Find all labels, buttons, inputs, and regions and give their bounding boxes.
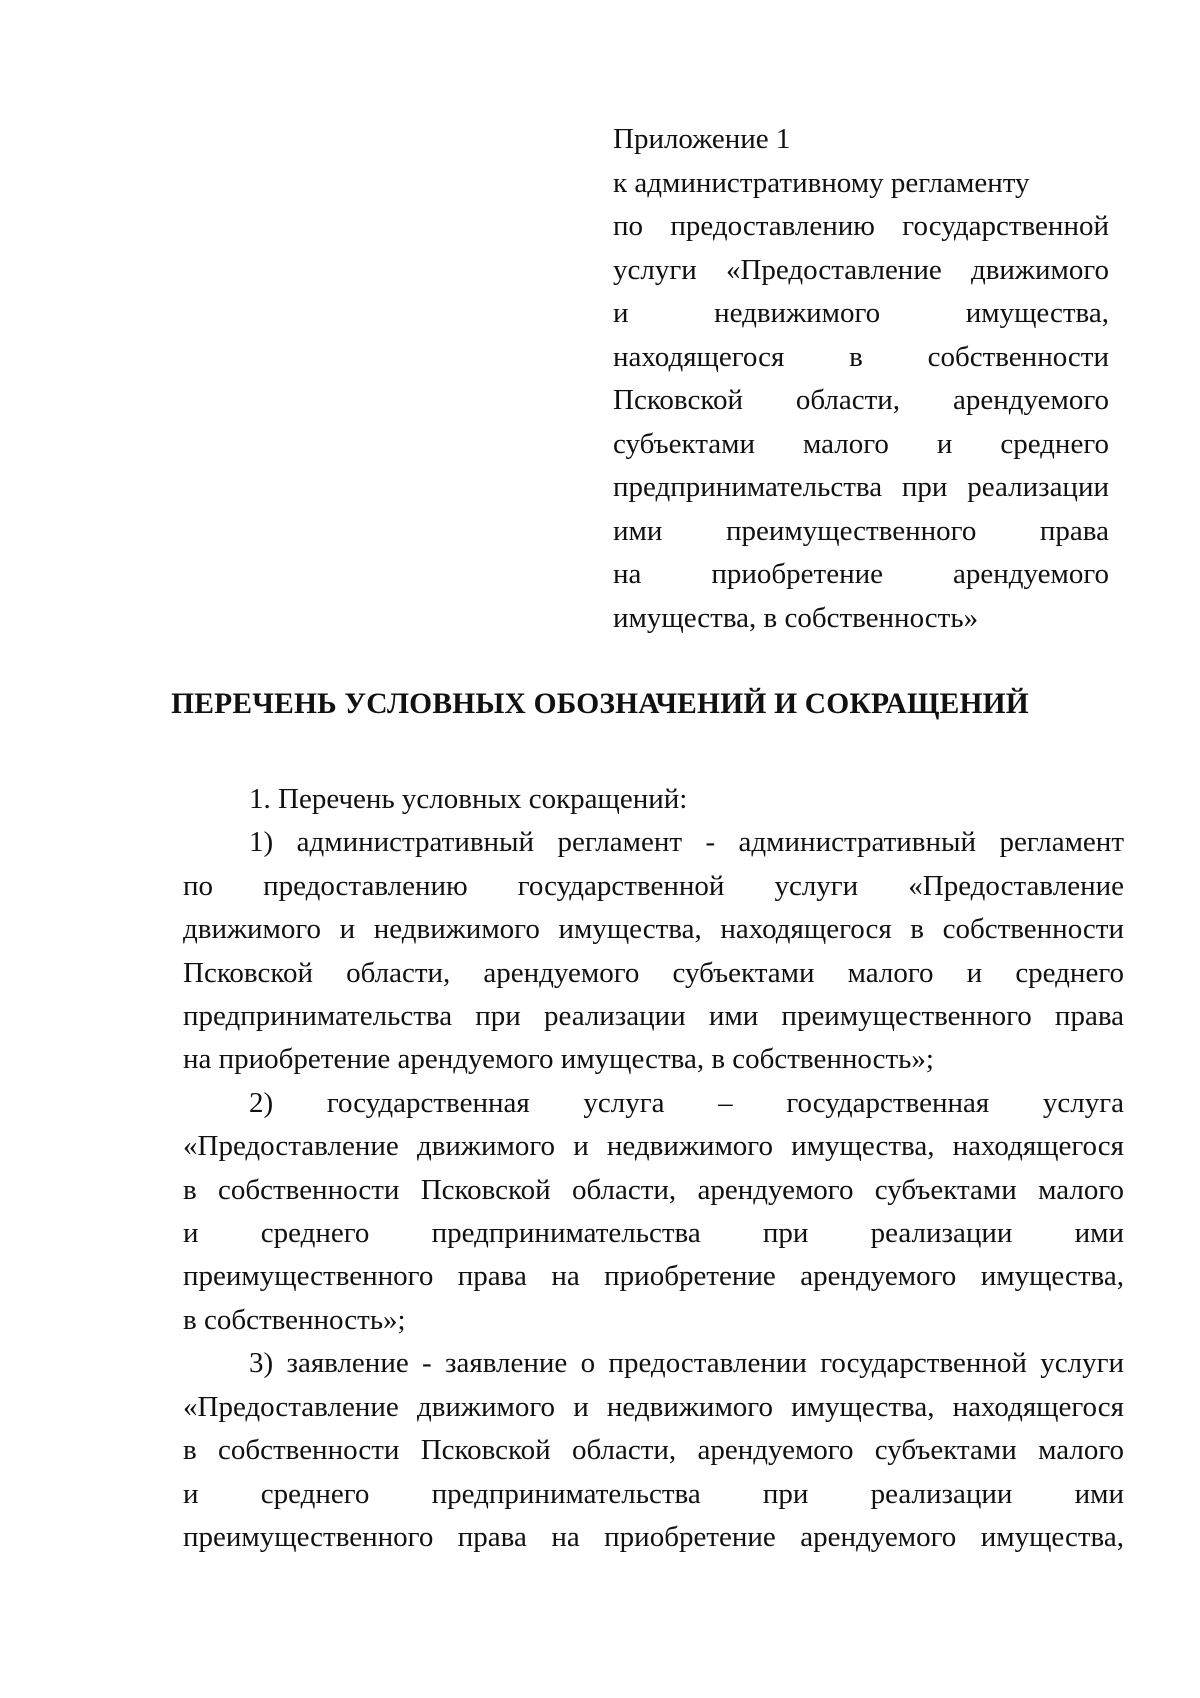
- body-line: Псковской области, арендуемого субъектами малого и среднего: [183, 956, 1124, 989]
- body-line: в собственности Псковской области, арендуемого субъектами малого: [183, 1434, 1124, 1467]
- appendix-line: на приобретение арендуемого: [613, 558, 1109, 590]
- document-body: [183, 778, 1124, 1559]
- body-line: в собственности Псковской области, арендуемого субъектами малого: [183, 1173, 1124, 1206]
- appendix-line: субъектами малого и среднего: [613, 427, 1109, 460]
- appendix-line: имущества, в собственность»: [613, 601, 979, 634]
- document-title: ПЕРЕЧЕНЬ УСЛОВНЫХ ОБОЗНАЧЕНИЙ И СОКРАЩЕНИЙ: [171, 688, 1029, 720]
- body-line: движимого и недвижимого имущества, находящегося в собственности: [183, 913, 1124, 946]
- body-line: и среднего предпринимательства при реализации ими: [183, 1477, 1124, 1510]
- body-line: 3) заявление - заявление о предоставлении государственной услуги: [249, 1347, 1124, 1380]
- appendix-line: услуги «Предоставление движимого: [613, 253, 1109, 286]
- appendix-line: Псковской области, арендуемого: [613, 384, 1109, 416]
- appendix-line: ими преимущественного права: [613, 514, 1109, 547]
- appendix-line: находящегося в собственности: [613, 340, 1109, 373]
- appendix-line: Приложение 1: [613, 123, 791, 155]
- body-line: 1) административный регламент - административный регламент: [249, 826, 1124, 859]
- body-line: «Предоставление движимого и недвижимого имущества, находящегося: [183, 1390, 1124, 1423]
- body-line: предпринимательства при реализации ими преимущественного права: [183, 1000, 1124, 1033]
- appendix-line: предпринимательства при реализации: [613, 471, 1109, 503]
- section-heading: 1. Перечень условных сокращений:: [249, 783, 688, 815]
- body-line: «Предоставление движимого и недвижимого имущества, находящегося: [183, 1130, 1124, 1163]
- body-line: преимущественного права на приобретение арендуемого имущества,: [183, 1520, 1124, 1553]
- body-line: 2) государственная услуга – государственная услуга: [249, 1086, 1124, 1119]
- appendix-header: [613, 118, 1109, 640]
- body-line: и среднего предпринимательства при реализации ими: [183, 1217, 1124, 1250]
- appendix-line: к административному регламенту: [613, 166, 1030, 199]
- body-line: в собственность»;: [183, 1303, 406, 1336]
- appendix-line: по предоставлению государственной: [613, 210, 1109, 242]
- appendix-line: и недвижимого имущества,: [613, 297, 1109, 329]
- body-line: преимущественного права на приобретение арендуемого имущества,: [183, 1260, 1124, 1293]
- body-line: на приобретение арендуемого имущества, в собственность»;: [183, 1043, 934, 1076]
- body-line: по предоставлению государственной услуги «Предоставление: [183, 869, 1124, 902]
